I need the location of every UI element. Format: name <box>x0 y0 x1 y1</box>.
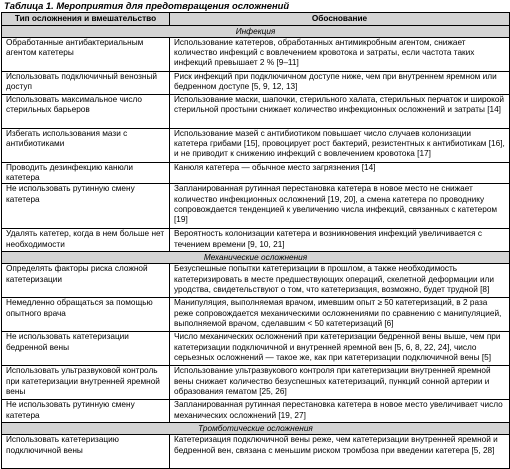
rationale-cell: Безуспешные попытки катетеризации в прошлом, а также необходимость катетеризировать в месте предшествующих операций, скелетной деформации или уродства, свидетельствуют о том, что катетеризация, возможно, будет трудной [8] <box>170 264 510 298</box>
table-header-row <box>2 13 510 26</box>
table-row <box>2 400 510 423</box>
intervention-cell: Использовать катетеризацию подключичной вены <box>2 435 170 469</box>
intervention-cell: Немедленно обращаться за помощью опытного врача <box>2 298 170 332</box>
intervention-cell: Не использовать рутинную смену катетера <box>2 184 170 229</box>
intervention-cell: Проводить дезинфекцию канюли катетера <box>2 163 170 184</box>
rationale-cell: Использование маски, шапочки, стерильного халата, стерильных перчаток и широкой стерильной простыни снижает количество инфекционных осложнений и затраты [14] <box>170 95 510 129</box>
rationale-cell: Использование катетеров, обработанных антимикробным агентом, снижает количество инфекций с вовлечением кровотока и затраты, если частота таких инфекций превышает 2 % [9–11] <box>170 38 510 72</box>
rationale-cell: Манипуляция, выполняемая врачом, имевшим опыт ≥ 50 катетеризаций, в 2 раза реже сопровождается механическими осложнениями по сравнению с манипуляцией, выполняемой врачом, сделавшим < 50 катетеризаций [6] <box>170 298 510 332</box>
intervention-cell: Использовать максимальное число стерильных барьеров <box>2 95 170 129</box>
table-row <box>2 184 510 229</box>
table-body <box>2 26 510 469</box>
table-row <box>2 298 510 332</box>
intervention-cell: Обработанные антибактериальным агентом катетеры <box>2 38 170 72</box>
rationale-cell: Риск инфекций при подключичном доступе ниже, чем при внутреннем яремном или бедренном доступе [5, 9, 12, 13] <box>170 72 510 95</box>
complications-table <box>1 12 510 469</box>
table-row <box>2 229 510 252</box>
rationale-cell: Использование мазей с антибиотиком повышает число случаев колонизации катетера грибами [15], провоцирует рост бактерий, резистентных к антибиотикам [16], и не приводит к снижению инфекций с вовлечением кровотока [17] <box>170 129 510 163</box>
table-row <box>2 129 510 163</box>
section-heading: Механические осложнения <box>2 252 510 264</box>
intervention-cell: Использовать подключичный венозный доступ <box>2 72 170 95</box>
intervention-cell: Удалять катетер, когда в нем больше нет необходимости <box>2 229 170 252</box>
rationale-cell: Запланированная рутинная перестановка катетера в новое место не снижает количество инфекционных осложнений [19, 20], а смена катетера по проводнику сопровождается тенденцией к увеличению числа инфекций, связанных с катетером [19] <box>170 184 510 229</box>
rationale-cell: Катетеризация подключичной вены реже, чем катетеризации внутренней яремной и бедренной вен, связана с меньшим риском тромбоза при введении катетера [5, 28] <box>170 435 510 469</box>
intervention-cell: Определять факторы риска сложной катетеризации <box>2 264 170 298</box>
rationale-cell: Запланированная рутинная перестановка катетера в новое место увеличивает число механических осложнений [19, 27] <box>170 400 510 423</box>
table-row <box>2 38 510 72</box>
section-header-row <box>2 26 510 38</box>
table-row <box>2 264 510 298</box>
rationale-cell: Число механических осложнений при катетеризации бедренной вены выше, чем при катетеризации подключичной и внутренней яремной вен [5, 6, 8, 22, 24], число серьезных осложнений — такое же, как при катетеризации подключичной вены [5] <box>170 332 510 366</box>
intervention-cell: Не использовать рутинную смену катетера <box>2 400 170 423</box>
table-caption: Таблица 1. Мероприятия для предотвращения осложнений <box>4 0 290 11</box>
table-row <box>2 366 510 400</box>
intervention-cell: Не использовать катетеризации бедренной вены <box>2 332 170 366</box>
rationale-cell: Канюля катетера — обычное место загрязнения [14] <box>170 163 510 184</box>
column-header-rationale: Обоснование <box>170 13 510 26</box>
intervention-cell: Использовать ультразвуковой контроль при катетеризации внутренней яремной вены <box>2 366 170 400</box>
section-heading: Тромботические осложнения <box>2 423 510 435</box>
rationale-cell: Вероятность колонизации катетера и возникновения инфекций увеличивается с течением времени [9, 10, 21] <box>170 229 510 252</box>
table-row <box>2 332 510 366</box>
section-heading: Инфекция <box>2 26 510 38</box>
column-header-intervention: Тип осложнения и вмешательство <box>2 13 170 26</box>
table-row <box>2 163 510 184</box>
section-header-row <box>2 423 510 435</box>
table-row <box>2 435 510 469</box>
rationale-cell: Использование ультразвукового контроля при катетеризации внутренней яремной вены снижает количество безуспешных катетеризаций, пункций сонной артерии и образования гематом [25, 26] <box>170 366 510 400</box>
section-header-row <box>2 252 510 264</box>
table-row <box>2 95 510 129</box>
table-row <box>2 72 510 95</box>
intervention-cell: Избегать использования мази с антибиотиками <box>2 129 170 163</box>
